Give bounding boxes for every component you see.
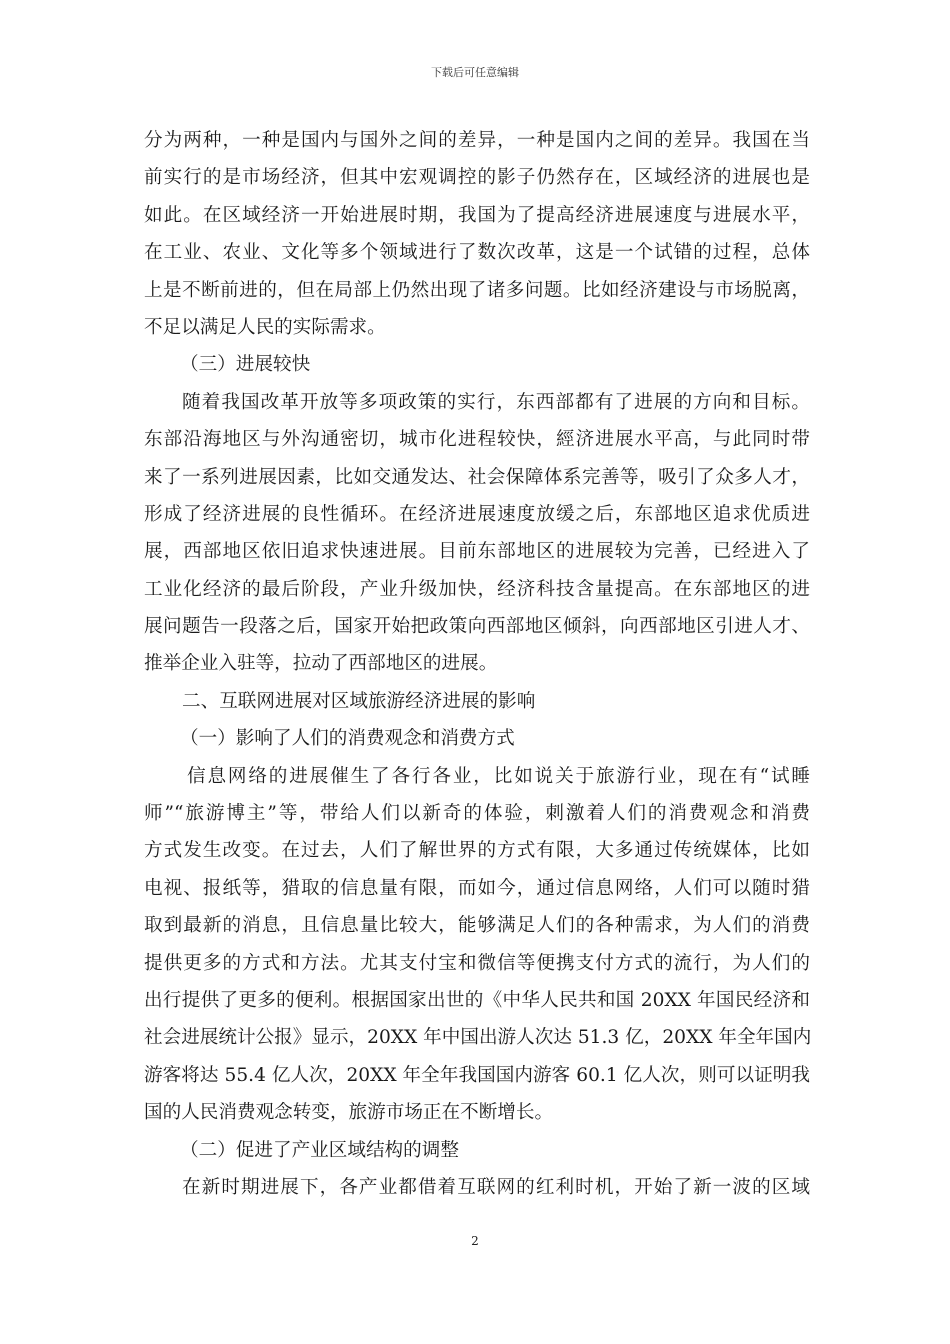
paragraph-line: 出行提供了更多的便利。根据国家出世的《中华人民共和国 20XX 年国民经济和 (144, 989, 810, 1011)
paragraph-line: 如此。在区域经济一开始进展时期，我国为了提高经济进展速度与进展水平， (144, 204, 810, 226)
paragraph-line: 游客将达 55.4 亿人次，20XX 年全年我国国内游客 60.1 亿人次，则可以证明我 (144, 1064, 810, 1086)
page-number: 2 (471, 1234, 479, 1248)
paragraph-line: 取到最新的消息，且信息量比较大，能够满足人们的各种需求，为人们的消费 (144, 915, 810, 937)
document-body (144, 122, 810, 1206)
paragraph-line: 在新时期进展下，各产业都借着互联网的红利时机，开始了新一波的区域 (182, 1176, 810, 1198)
paragraph-line: 国的人民消费观念转变，旅游市场正在不断增长。 (144, 1102, 554, 1124)
paragraph-line: 社会进展统计公报》显示，20XX 年中国出游人次达 51.3 亿，20XX 年全年国内 (144, 1027, 812, 1049)
paragraph-line: 提供更多的方式和方法。尤其支付宝和微信等便携支付方式的流行，为人们的 (144, 952, 810, 974)
paragraph-line: 不足以满足人民的实际需求。 (144, 316, 386, 338)
paragraph-line: 在工业、农业、文化等多个领域进行了数次改革，这是一个试错的过程，总体 (144, 242, 810, 264)
paragraph-line: 方式发生改变。在过去，人们了解世界的方式有限，大多通过传统媒体，比如 (144, 840, 810, 862)
paragraph-line: 前实行的是市场经济，但其中宏观调控的影子仍然存在，区域经济的进展也是 (144, 167, 810, 189)
paragraph-line: 师”“旅游博主”等，带给人们以新奇的体验，刺激着人们的消费观念和消费 (144, 803, 810, 825)
paragraph-line: 来了一系列进展因素，比如交通发达、社会保障体系完善等，吸引了众多人才， (144, 466, 810, 488)
section-heading: （三）进展较快 (180, 354, 311, 376)
section-heading: 二、互联网进展对区域旅游经济进展的影响 (182, 690, 536, 712)
paragraph-line: 推举企业入驻等，拉动了西部地区的进展。 (144, 653, 498, 675)
paragraph-line: 信息网络的进展催生了各行各业，比如说关于旅游行业，现在有“试睡 (187, 765, 810, 787)
paragraph-line: 上是不断前进的，但在局部上仍然出现了诸多问题。比如经济建设与市场脱离， (144, 279, 810, 301)
paragraph-line: 展问题告一段落之后，国家开始把政策向西部地区倾斜，向西部地区引进人才、 (144, 616, 810, 638)
subsection-heading: （一）影响了人们的消费观念和消费方式 (180, 728, 515, 750)
paragraph-line: 展，西部地区依旧追求快速进展。目前东部地区的进展较为完善，已经进入了 (144, 541, 810, 563)
paragraph-line: 东部沿海地区与外沟通密切，城市化进程较快，經济进展水平高，与此同时带 (144, 429, 810, 451)
paragraph-line: 分为两种，一种是国内与国外之间的差异，一种是国内之间的差异。我国在当 (144, 130, 810, 151)
paragraph-line: 工业化经济的最后阶段，产业升级加快，经济科技含量提高。在东部地区的进 (144, 578, 810, 600)
paragraph-line: 随着我国改革开放等多项政策的实行，东西部都有了进展的方向和目标。 (182, 391, 810, 413)
page-header: 下载后可任意编辑 (431, 66, 519, 79)
paragraph-line: 形成了经济进展的良性循环。在经济进展速度放缓之后，东部地区追求优质进 (144, 503, 810, 525)
paragraph-line: 电视、报纸等，猎取的信息量有限，而如今，通过信息网络，人们可以随时猎 (144, 877, 810, 899)
subsection-heading: （二）促进了产业区域结构的调整 (180, 1139, 459, 1161)
